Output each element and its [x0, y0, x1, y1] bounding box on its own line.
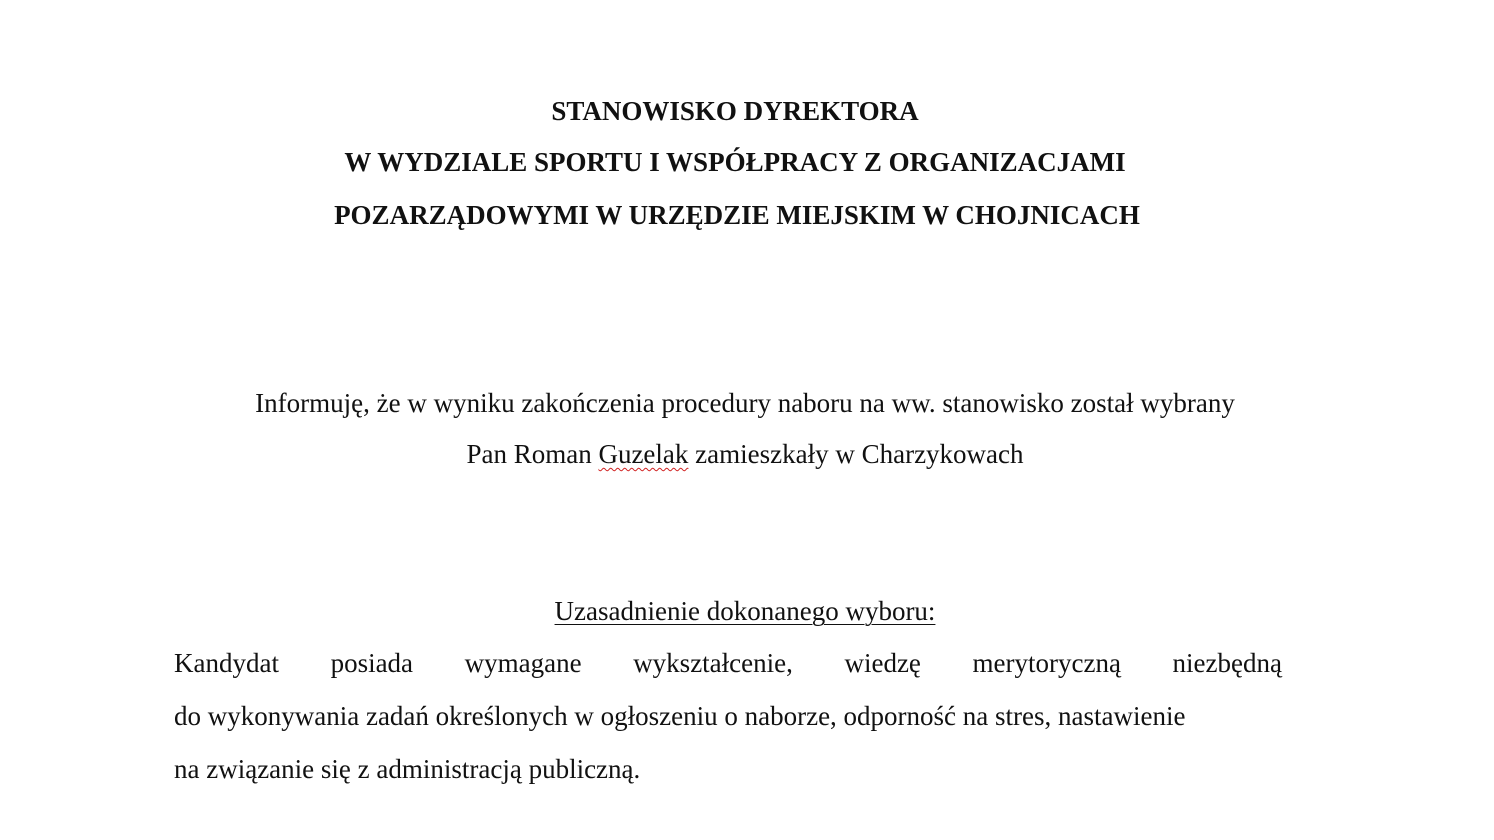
announcement-line-1: Informuję, że w wyniku zakończenia procedury naboru na ww. stanowisko został wybrany	[255, 388, 1235, 418]
title-line-1: STANOWISKO DYREKTORA	[551, 96, 919, 126]
justification-word: merytoryczną	[972, 648, 1121, 678]
justification-word: Kandydat	[174, 648, 279, 678]
announcement-prefix: Pan Roman	[466, 439, 599, 469]
justification-line-1	[174, 647, 1282, 679]
title-line-3: POZARZĄDOWYMI W URZĘDZIE MIEJSKIM W CHOJNICACH	[334, 200, 1140, 230]
justification-heading	[0, 595, 1492, 627]
justification-line-3: na związanie się z administracją publiczną.	[174, 754, 641, 784]
announcement-suffix: zamieszkały w Charzykowach	[688, 439, 1024, 469]
title-line-2: W WYDZIALE SPORTU I WSPÓŁPRACY Z ORGANIZACJAMI	[344, 147, 1126, 177]
justification-word: wiedzę	[844, 648, 921, 678]
justification-heading-text: Uzasadnienie dokonanego wyboru:	[554, 596, 936, 626]
justification-word: wykształcenie,	[633, 648, 793, 678]
justification-line-2: do wykonywania zadań określonych w ogłoszeniu o naborze, odporność na stres, nastawienie	[174, 701, 1186, 731]
justification-word: niezbędną	[1172, 648, 1282, 678]
candidate-surname: Guzelak	[598, 439, 689, 469]
justification-word: posiada	[330, 648, 414, 678]
announcement-line-2	[0, 438, 1492, 470]
justification-word: wymagane	[464, 648, 582, 678]
